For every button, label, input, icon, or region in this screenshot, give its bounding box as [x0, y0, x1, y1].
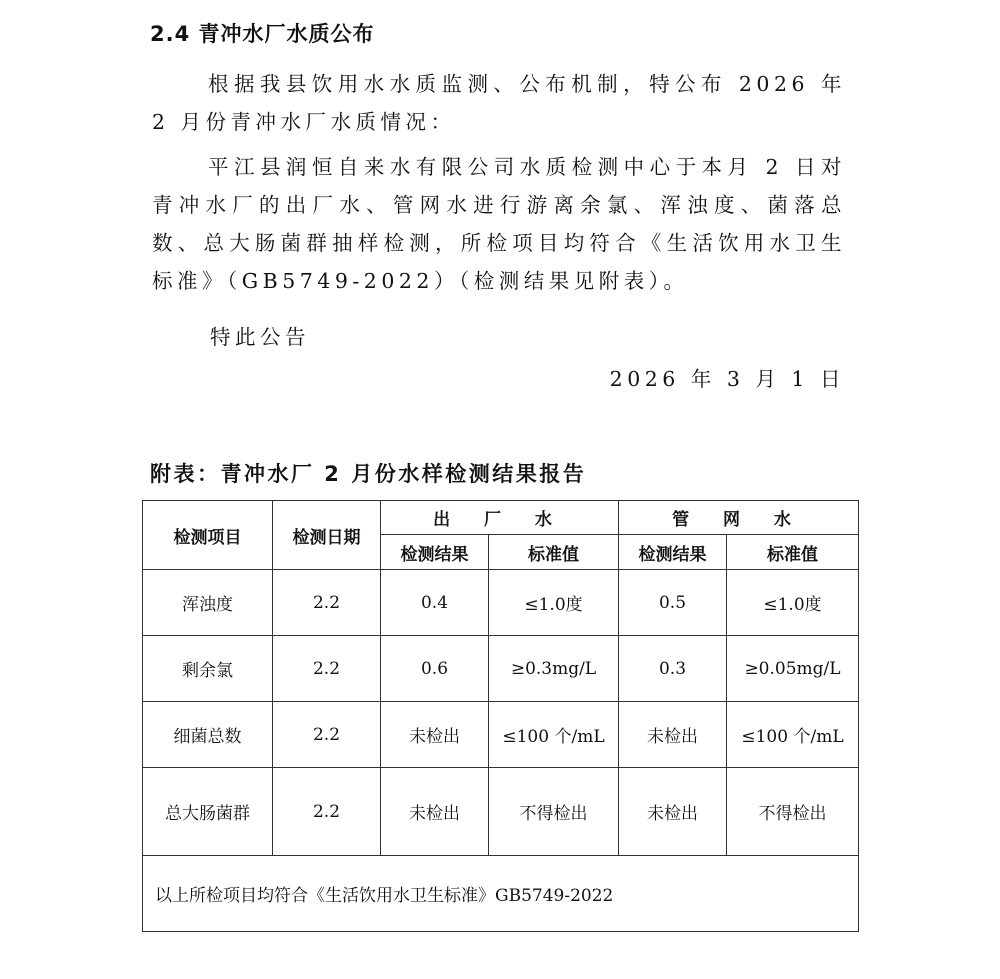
results-table [142, 500, 859, 932]
table-row [143, 570, 859, 636]
cell-network-standard: 不得检出 [727, 768, 859, 856]
section-heading: 2.4 青冲水厂水质公布 [150, 22, 375, 46]
header-item: 检测项目 [143, 501, 273, 570]
cell-factory-standard: ≤1.0度 [489, 570, 619, 636]
cell-factory-result: 0.6 [381, 636, 489, 702]
cell-factory-standard: 不得检出 [489, 768, 619, 856]
header-network-result: 检测结果 [619, 535, 727, 570]
cell-item: 剩余氯 [143, 636, 273, 702]
intro-paragraph: 根据我县饮用水水质监测、公布机制，特公布 2026 年 2 月份青冲水厂水质情况： [152, 72, 846, 134]
cell-network-standard: ≤100 个/mL [727, 702, 859, 768]
header-network-standard: 标准值 [727, 535, 859, 570]
table-row [143, 702, 859, 768]
cell-date: 2.2 [273, 768, 381, 856]
cell-date: 2.2 [273, 636, 381, 702]
detail-paragraph: 平江县润恒自来水有限公司水质检测中心于本月 2 日对青冲水厂的出厂水、管网水进行游离余氯、浑浊度、菌落总数、总大肠菌群抽样检测，所检项目均符合《生活饮用水卫生标准》（GB5749-2022）（检测结果见附表）。 [152, 155, 846, 293]
header-factory-water: 出 厂 水 [381, 501, 619, 535]
table-row [143, 636, 859, 702]
cell-network-result: 未检出 [619, 702, 727, 768]
notice-text: 特此公告 [210, 325, 310, 349]
header-factory-result: 检测结果 [381, 535, 489, 570]
cell-network-standard: ≥0.05mg/L [727, 636, 859, 702]
cell-factory-result: 0.4 [381, 570, 489, 636]
cell-item: 浑浊度 [143, 570, 273, 636]
cell-factory-result: 未检出 [381, 702, 489, 768]
cell-network-standard: ≤1.0度 [727, 570, 859, 636]
cell-date: 2.2 [273, 702, 381, 768]
cell-network-result: 未检出 [619, 768, 727, 856]
table-title: 附表：青冲水厂 2 月份水样检测结果报告 [150, 462, 587, 486]
header-network-water: 管 网 水 [619, 501, 859, 535]
cell-date: 2.2 [273, 570, 381, 636]
table-footer-note: 以上所检项目均符合《生活饮用水卫生标准》GB5749-2022 [143, 856, 859, 932]
cell-factory-standard: ≥0.3mg/L [489, 636, 619, 702]
cell-network-result: 0.3 [619, 636, 727, 702]
cell-network-result: 0.5 [619, 570, 727, 636]
cell-item: 细菌总数 [143, 702, 273, 768]
cell-factory-result: 未检出 [381, 768, 489, 856]
announcement-date: 2026 年 3 月 1 日 [609, 367, 845, 391]
cell-factory-standard: ≤100 个/mL [489, 702, 619, 768]
header-factory-standard: 标准值 [489, 535, 619, 570]
header-date: 检测日期 [273, 501, 381, 570]
table-row [143, 768, 859, 856]
cell-item: 总大肠菌群 [143, 768, 273, 856]
